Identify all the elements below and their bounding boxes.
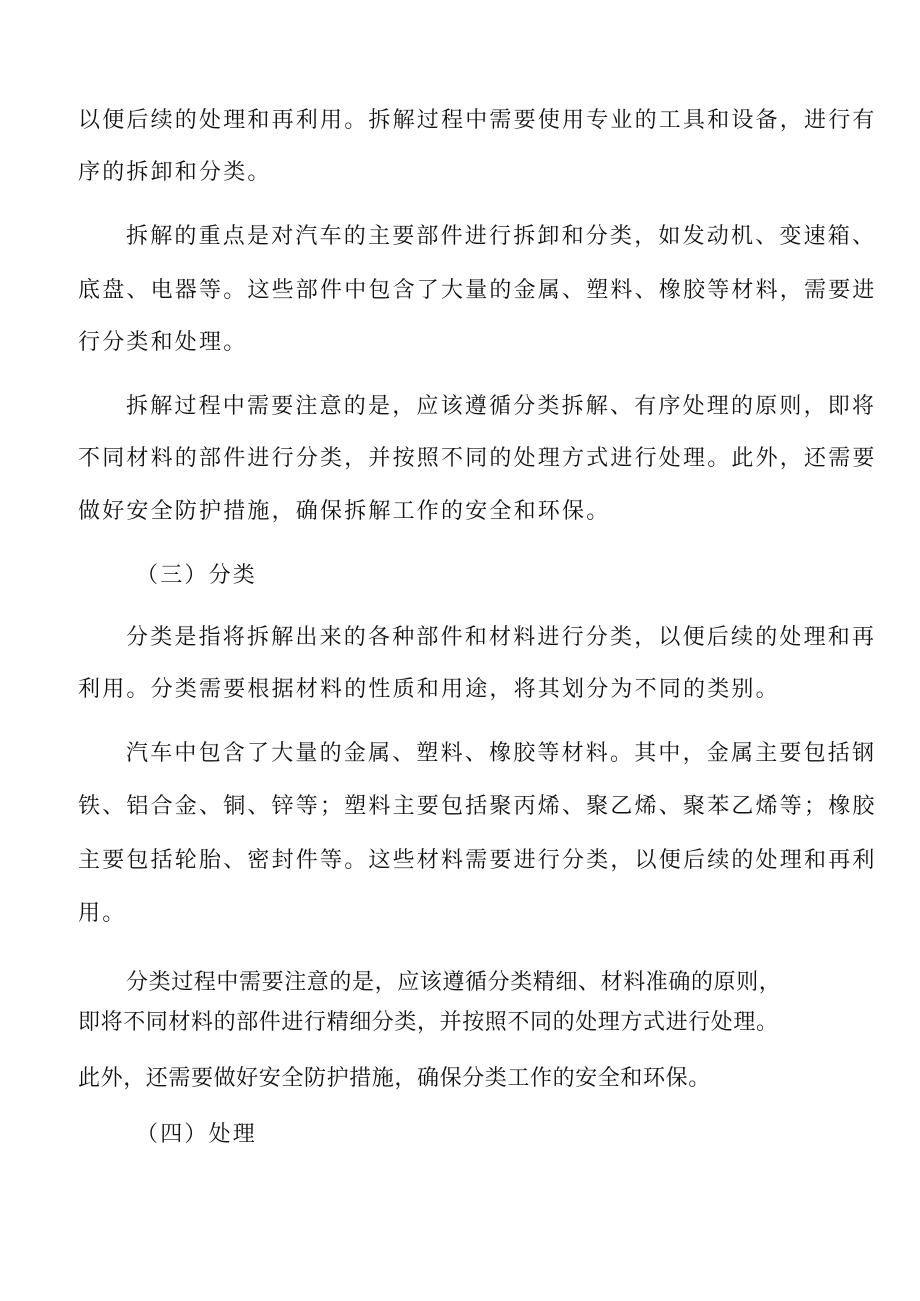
- paragraph-line: 汽车中包含了大量的金属、塑料、橡胶等材料。其中，金属主要包括钢: [126, 741, 877, 766]
- paragraph-line: 做好安全防护措施，确保拆解工作的安全和环保。: [78, 499, 611, 524]
- paragraph-line: 用。: [78, 901, 127, 926]
- paragraph-line: 利用。分类需要根据材料的性质和用途，将其划分为不同的类别。: [78, 677, 780, 702]
- paragraph-line: 分类是指将拆解出来的各种部件和材料进行分类，以便后续的处理和再: [126, 625, 877, 650]
- paragraph-line: 此外，还需要做好安全防护措施，确保分类工作的安全和环保。: [78, 1066, 711, 1091]
- paragraph-line: 行分类和处理。: [78, 330, 248, 355]
- section-heading: （三）分类: [136, 563, 258, 588]
- paragraph-line: 主要包括轮胎、密封件等。这些材料需要进行分类，以便后续的处理和再利: [78, 848, 877, 873]
- section-heading: （四）处理: [136, 1122, 258, 1147]
- paragraph-line: 即将不同材料的部件进行精细分类，并按照不同的处理方式进行处理。: [78, 1010, 779, 1035]
- paragraph-line: 分类过程中需要注意的是，应该遵循分类精细、材料准确的原则，: [126, 970, 782, 995]
- paragraph-line: 拆解过程中需要注意的是，应该遵循分类拆解、有序处理的原则，即将: [126, 394, 877, 419]
- paragraph-line: 不同材料的部件进行分类，并按照不同的处理方式进行处理。此外，还需要: [78, 446, 877, 471]
- paragraph-line: 底盘、电器等。这些部件中包含了大量的金属、塑料、橡胶等材料，需要进: [78, 278, 877, 303]
- paragraph-line: 以便后续的处理和再利用。拆解过程中需要使用专业的工具和设备，进行有: [78, 108, 877, 133]
- paragraph-line: 序的拆卸和分类。: [78, 160, 272, 185]
- paragraph-line: 铁、铝合金、铜、锌等；塑料主要包括聚丙烯、聚乙烯、聚苯乙烯等；橡胶: [78, 794, 877, 819]
- paragraph-line: 拆解的重点是对汽车的主要部件进行拆卸和分类，如发动机、变速箱、: [126, 224, 877, 249]
